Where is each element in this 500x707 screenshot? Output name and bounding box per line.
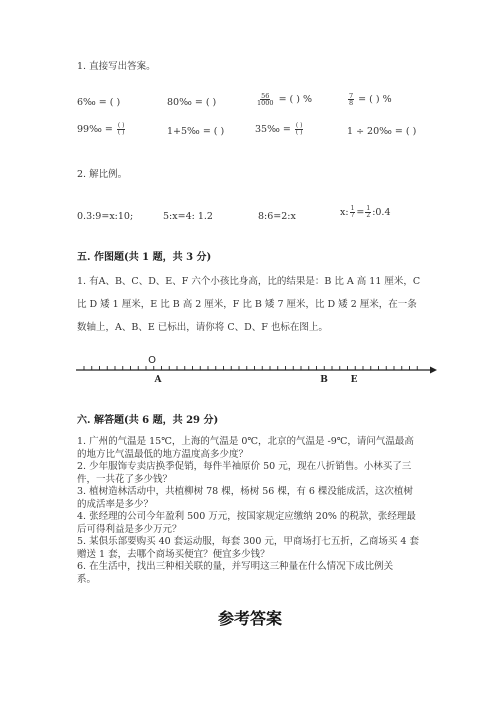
q1-row2-a [77, 123, 126, 136]
q1-row1-d-rest: = ( ) % [358, 94, 392, 105]
question-line: 4. 张经理的公司今年盈利 500 万元，按国家规定应缴纳 20% 的税款，张经理最 [77, 511, 416, 522]
q1-row1-c-rest: = ( ) % [278, 94, 313, 105]
fraction-denominator: 1000 [257, 99, 274, 107]
question-line: 后可得利益是多少万元？ [77, 523, 182, 535]
question-line: 6. 在生活中，找出三种相关联的量，并写明这三种量在什么情况下成比例关 [77, 561, 394, 572]
fraction-numerator: ( ) [117, 122, 125, 129]
q1-row2-d: 1 ÷ 20‰ = ( ) [347, 126, 417, 137]
axis-label-a: A [154, 375, 162, 385]
q1-row2-c [255, 123, 304, 136]
section2-heading: 2. 解比例。 [77, 169, 128, 180]
question-line: 件，一共花了多少钱？ [77, 473, 173, 485]
fraction-numerator: 1 [350, 205, 355, 212]
q2-item-b: 5:x=4: 1.2 [163, 211, 213, 222]
section6-heading: 六. 解答题(共 6 题，共 29 分) [77, 415, 219, 426]
origin-label: O [148, 355, 156, 366]
fraction-numerator: 7 [349, 92, 354, 100]
answers-title: 参考答案 [217, 609, 282, 628]
number-line-arrow [430, 367, 437, 374]
fraction-numerator: 56 [261, 92, 270, 100]
number-line-ticks [84, 366, 417, 370]
question-line: 5. 某俱乐部要购买 40 套运动服，每套 300 元，甲商场打七五折，乙商场买 4 套 [77, 536, 419, 547]
section5-question: 1. 有A、B、C、D、E、F 六个小孩比身高，比的结果是：B 比 A 高 11 厘米，C 比 D 矮 1 厘米，E 比 B 高 2 厘米，F 比 B 矮 7 厘米，比 D 矮 2 厘米，在一条数轴上，A、B、E 已标出，请你将 C、D、F 也标在图上。 [77, 276, 421, 333]
q1-row2-b: 1+5‰ = ( ) [167, 126, 225, 137]
q1-row1-a: 6‰ = ( ) [77, 97, 121, 108]
fraction-denominator: 2 [366, 212, 371, 219]
q1-row1-d [347, 93, 392, 106]
fraction-denominator: ( ) [117, 129, 125, 136]
fraction-numerator: 1 [366, 205, 371, 212]
fraction-denominator: ( ) [295, 129, 303, 136]
q2-item-d-pre: x: [340, 207, 349, 218]
q2-item-d-mid: = [356, 207, 365, 218]
q1-row1-b: 80‰ = ( ) [167, 97, 217, 108]
question-line: 的成活率是多少？ [77, 498, 154, 510]
q2-item-a: 0.3:9=x:10; [77, 211, 134, 222]
q1-row2-a-pre: 99‰ = [77, 124, 113, 135]
q2-item-c: 8:6=2:x [258, 211, 296, 222]
axis-label-e: E [350, 375, 358, 385]
axis-label-b: B [320, 375, 328, 385]
q1-row1-c [255, 93, 312, 106]
question-line: 3. 植树造林活动中，共植柳树 78 棵，杨树 56 棵，有 6 棵没能成活，这次植树 [77, 486, 413, 497]
question-line: 1. 广州的气温是 15℃，上海的气温是 0℃，北京的气温是 -9℃，请问气温最高 [77, 436, 414, 447]
fraction-denominator: 7 [350, 212, 355, 219]
section6-questions [77, 436, 437, 586]
section5-heading: 五. 作图题(共 1 题，共 3 分) [77, 252, 212, 263]
section1-heading: 1. 直接写出答案。 [77, 61, 156, 72]
question-line: 赠送 1 套，去哪个商场买便宜？便宜多少钱？ [77, 548, 270, 560]
q1-row2-c-pre: 35‰ = [255, 124, 291, 135]
question-line: 系。 [77, 573, 97, 585]
fraction-numerator: ( ) [295, 122, 303, 129]
q2-item-d [340, 206, 391, 219]
question-line: 2. 少年服饰专卖店换季促销，每件半袖原价 50 元，现在八折销售。小林买了三 [77, 461, 412, 472]
q2-item-d-post: :0.4 [372, 207, 391, 218]
fraction-denominator: 8 [349, 99, 354, 107]
question-line: 的地方比气温最低的地方温度高多少度？ [77, 448, 249, 460]
number-line [70, 352, 440, 388]
